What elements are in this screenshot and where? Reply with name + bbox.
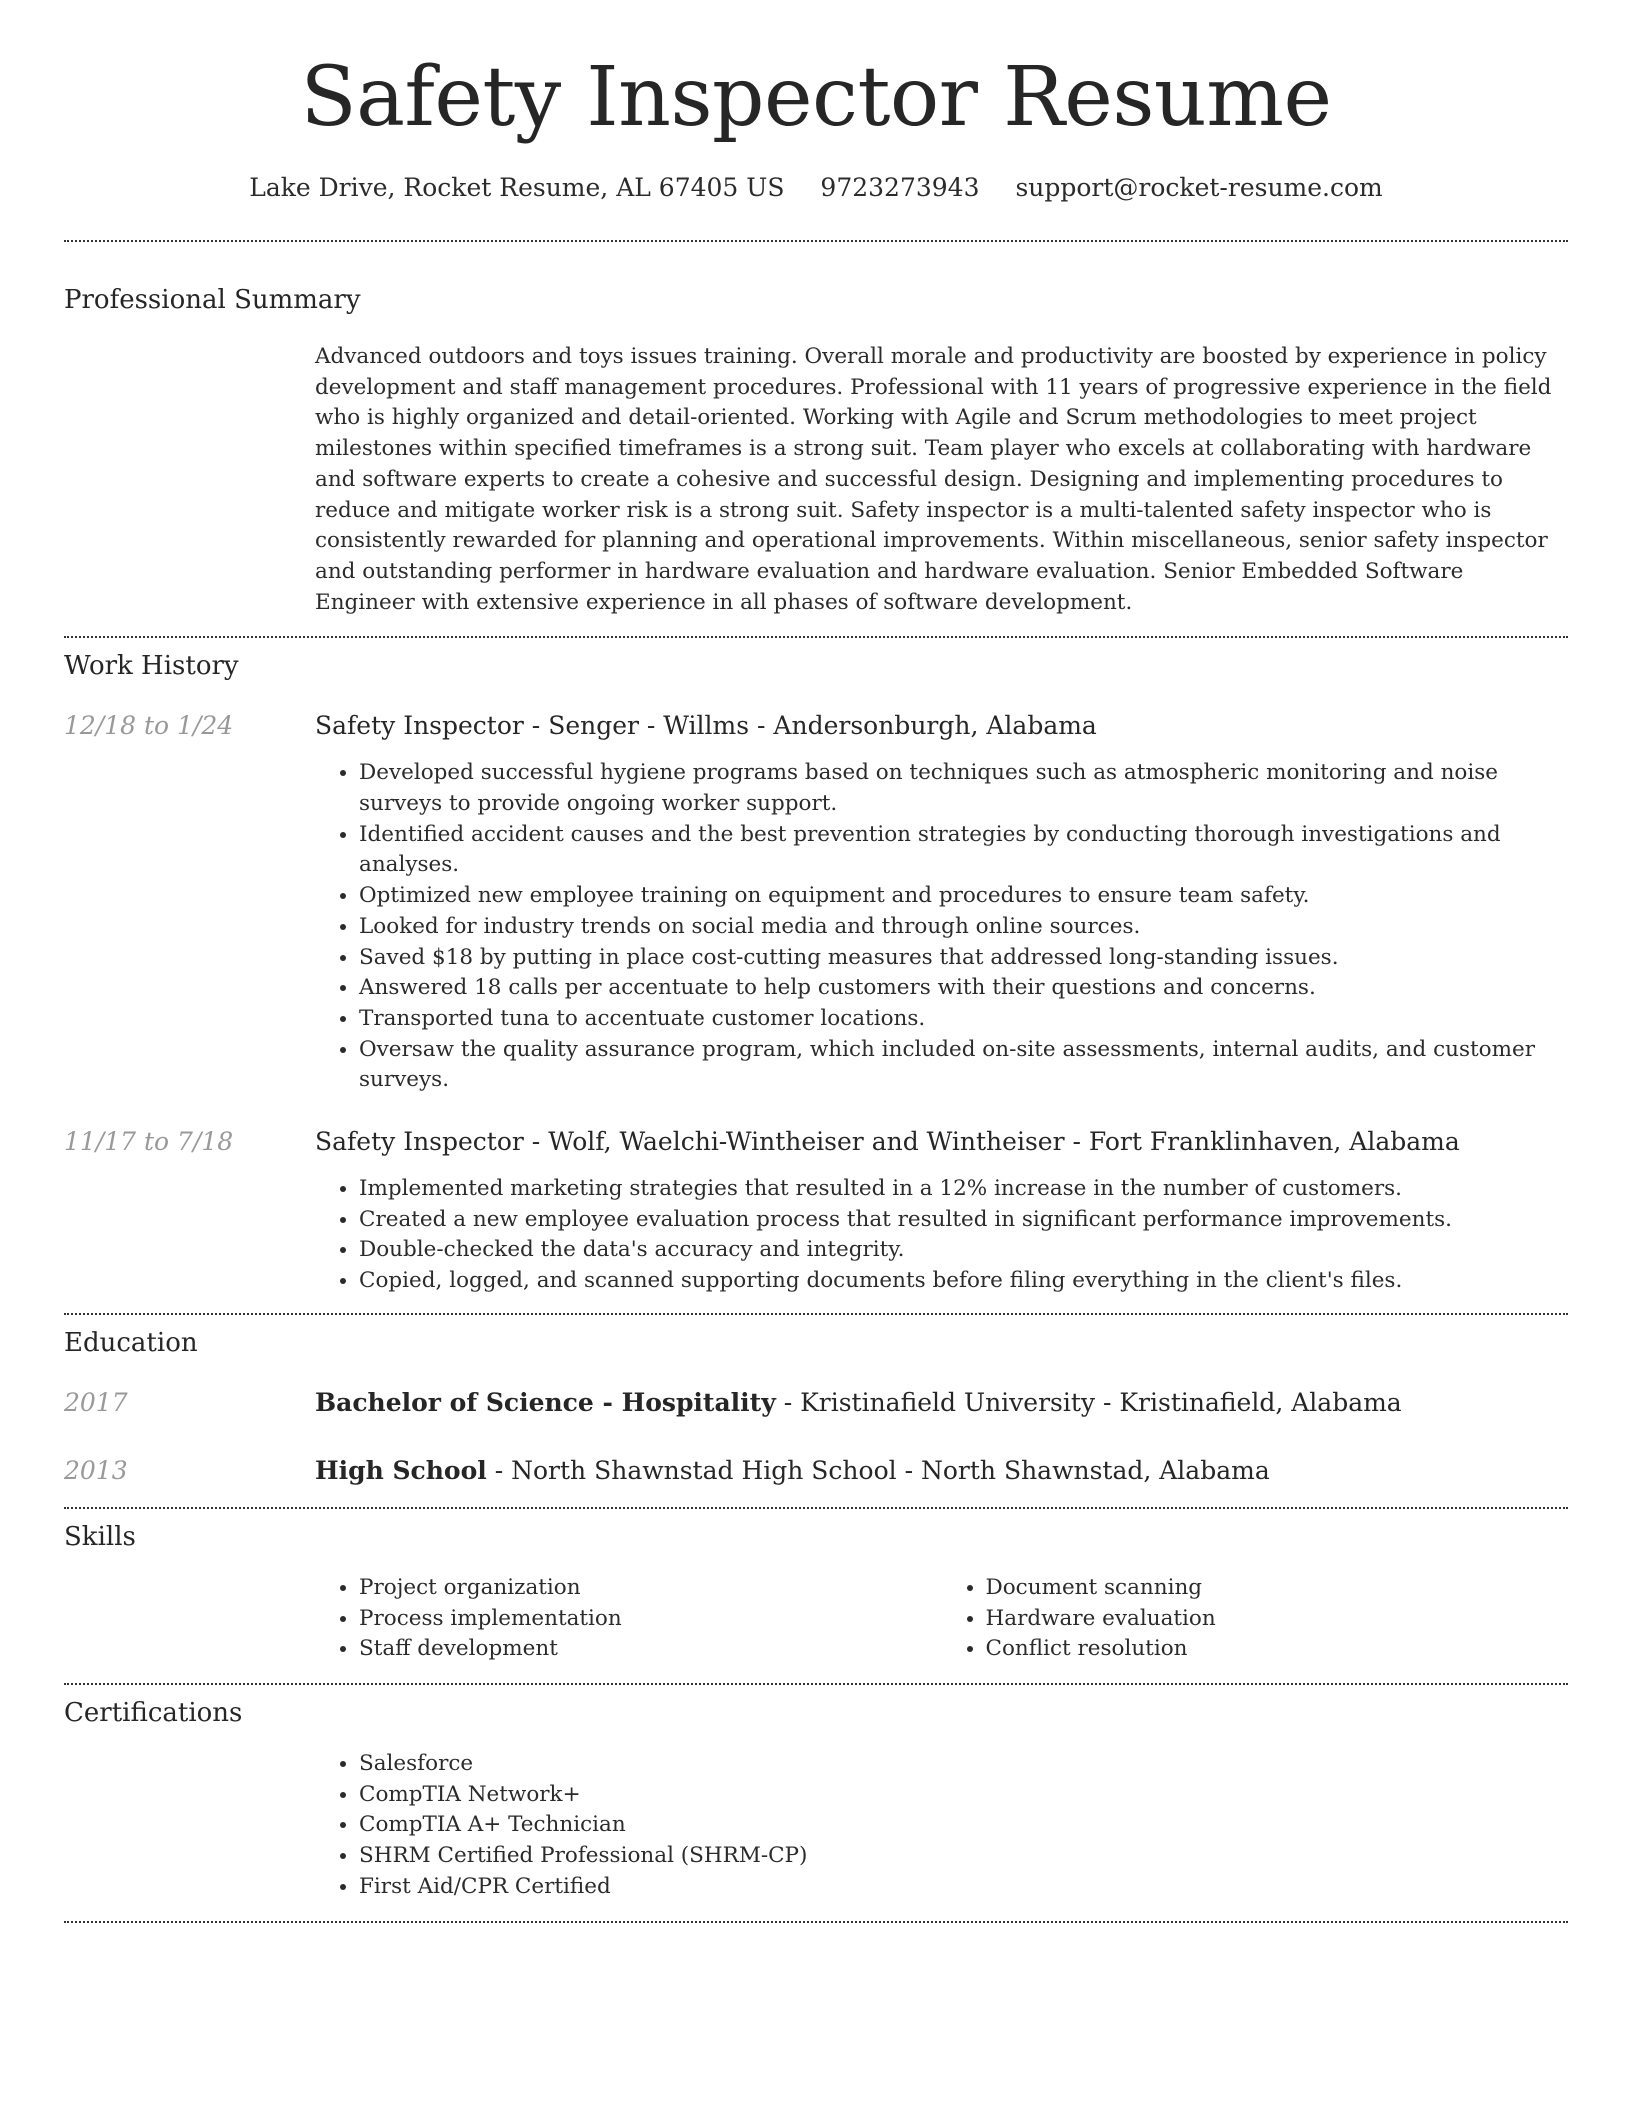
job-heading: Safety Inspector - Senger - Willms - Andersonburgh, Alabama — [315, 711, 1097, 741]
contact-address: Lake Drive, Rocket Resume, AL 67405 US — [249, 173, 785, 202]
list-item: • Oversaw the quality assurance program, which included on-site assessments, internal audits, and customer surveys. — [359, 1035, 1568, 1096]
contact-email: support@rocket-resume.com — [1015, 173, 1383, 202]
contact-line — [64, 170, 1568, 206]
education-school: - North Shawnstad High School - North Shawnstad, Alabama — [486, 1455, 1270, 1485]
job-heading: Safety Inspector - Wolf, Waelchi-Wintheiser and Wintheiser - Fort Franklinhaven, Alabama — [315, 1127, 1460, 1157]
list-item: • Hardware evaluation — [986, 1604, 1569, 1635]
resume-title: Safety Inspector Resume — [300, 50, 1332, 145]
list-item: • Developed successful hygiene programs based on techniques such as atmospheric monitoring and noise surveys to provide ongoing worker support. — [359, 758, 1568, 819]
divider — [64, 636, 1568, 638]
job-bullets — [315, 758, 1568, 1096]
summary-text: Advanced outdoors and toys issues training. Overall morale and productivity are boosted by experience in policy development and staff management procedures. Professional with 11 years of progressive experience in the field who is highly organized and detail-oriented. Working with Agile and Scrum methodologies to meet project milestones within specified timeframes is a strong suit. Team player who excels at collaborating with hardware and software experts to create a cohesive and successful design. Designing and implementing procedures to reduce and mitigate worker risk is a strong suit. Safety inspector is a multi-talented safety inspector who is consistently rewarded for planning and operational improvements. Within miscellaneous, senior safety inspector and outstanding performer in hardware evaluation and hardware evaluation. Senior Embedded Software Engineer with extensive experience in all phases of software development. — [315, 344, 1552, 615]
list-item: • Created a new employee evaluation process that resulted in significant performance improvements. — [359, 1205, 1568, 1236]
list-item: • SHRM Certified Professional (SHRM-CP) — [359, 1841, 1568, 1872]
section-title-work-history: Work History — [64, 651, 239, 682]
contact-phone: 9723273943 — [820, 173, 980, 202]
divider — [64, 1507, 1568, 1509]
education-degree: Bachelor of Science - Hospitality — [315, 1387, 776, 1417]
list-item: • Conflict resolution — [986, 1634, 1569, 1665]
list-item: • Salesforce — [359, 1749, 1568, 1780]
skills-list — [315, 1573, 1568, 1665]
skills-column-right — [942, 1573, 1569, 1665]
education-school: - Kristinafield University - Kristinafield, Alabama — [775, 1387, 1402, 1417]
section-title-certifications: Certifications — [64, 1697, 243, 1728]
list-item: • CompTIA Network+ — [359, 1780, 1568, 1811]
list-item: • Optimized new employee training on equipment and procedures to ensure team safety. — [359, 881, 1568, 912]
education-entry — [64, 1385, 1568, 1421]
list-item: • Transported tuna to accentuate customer locations. — [359, 1004, 1568, 1035]
list-item: • Document scanning — [986, 1573, 1569, 1604]
education-year: 2013 — [64, 1455, 128, 1485]
list-item: • Answered 18 calls per accentuate to help customers with their questions and concerns. — [359, 973, 1568, 1004]
list-item: • Saved $18 by putting in place cost-cutting measures that addressed long-standing issues. — [359, 943, 1568, 974]
section-title-education: Education — [64, 1327, 198, 1358]
skills-column-left — [315, 1573, 942, 1665]
list-item: • Implemented marketing strategies that resulted in a 12% increase in the number of customers. — [359, 1174, 1568, 1205]
list-item: • Project organization — [359, 1573, 942, 1604]
job-dates: 12/18 to 1/24 — [64, 711, 234, 741]
list-item: • First Aid/CPR Certified — [359, 1872, 1568, 1903]
divider — [64, 240, 1568, 242]
list-item: • CompTIA A+ Technician — [359, 1810, 1568, 1841]
list-item: • Staff development — [359, 1634, 942, 1665]
job-bullets — [315, 1174, 1568, 1297]
divider — [64, 1921, 1568, 1923]
job-entry — [64, 1124, 1568, 1297]
certifications-bullets — [315, 1749, 1568, 1903]
job-entry — [64, 708, 1568, 1096]
resume-page — [64, 0, 1568, 1923]
education-degree: High School — [315, 1455, 487, 1485]
divider — [64, 1683, 1568, 1685]
list-item: • Double-checked the data's accuracy and integrity. — [359, 1235, 1568, 1266]
education-year: 2017 — [64, 1387, 128, 1417]
job-dates: 11/17 to 7/18 — [64, 1127, 234, 1157]
list-item: • Looked for industry trends on social media and through online sources. — [359, 912, 1568, 943]
section-title-summary: Professional Summary — [64, 285, 361, 315]
list-item: • Process implementation — [359, 1604, 942, 1635]
divider — [64, 1313, 1568, 1315]
section-title-skills: Skills — [64, 1521, 136, 1552]
education-entry — [64, 1453, 1568, 1489]
list-item: • Copied, logged, and scanned supporting documents before filing everything in the client's files. — [359, 1266, 1568, 1297]
list-item: • Identified accident causes and the best prevention strategies by conducting thorough investigations and analyses. — [359, 820, 1568, 881]
certifications-list — [315, 1749, 1568, 1903]
